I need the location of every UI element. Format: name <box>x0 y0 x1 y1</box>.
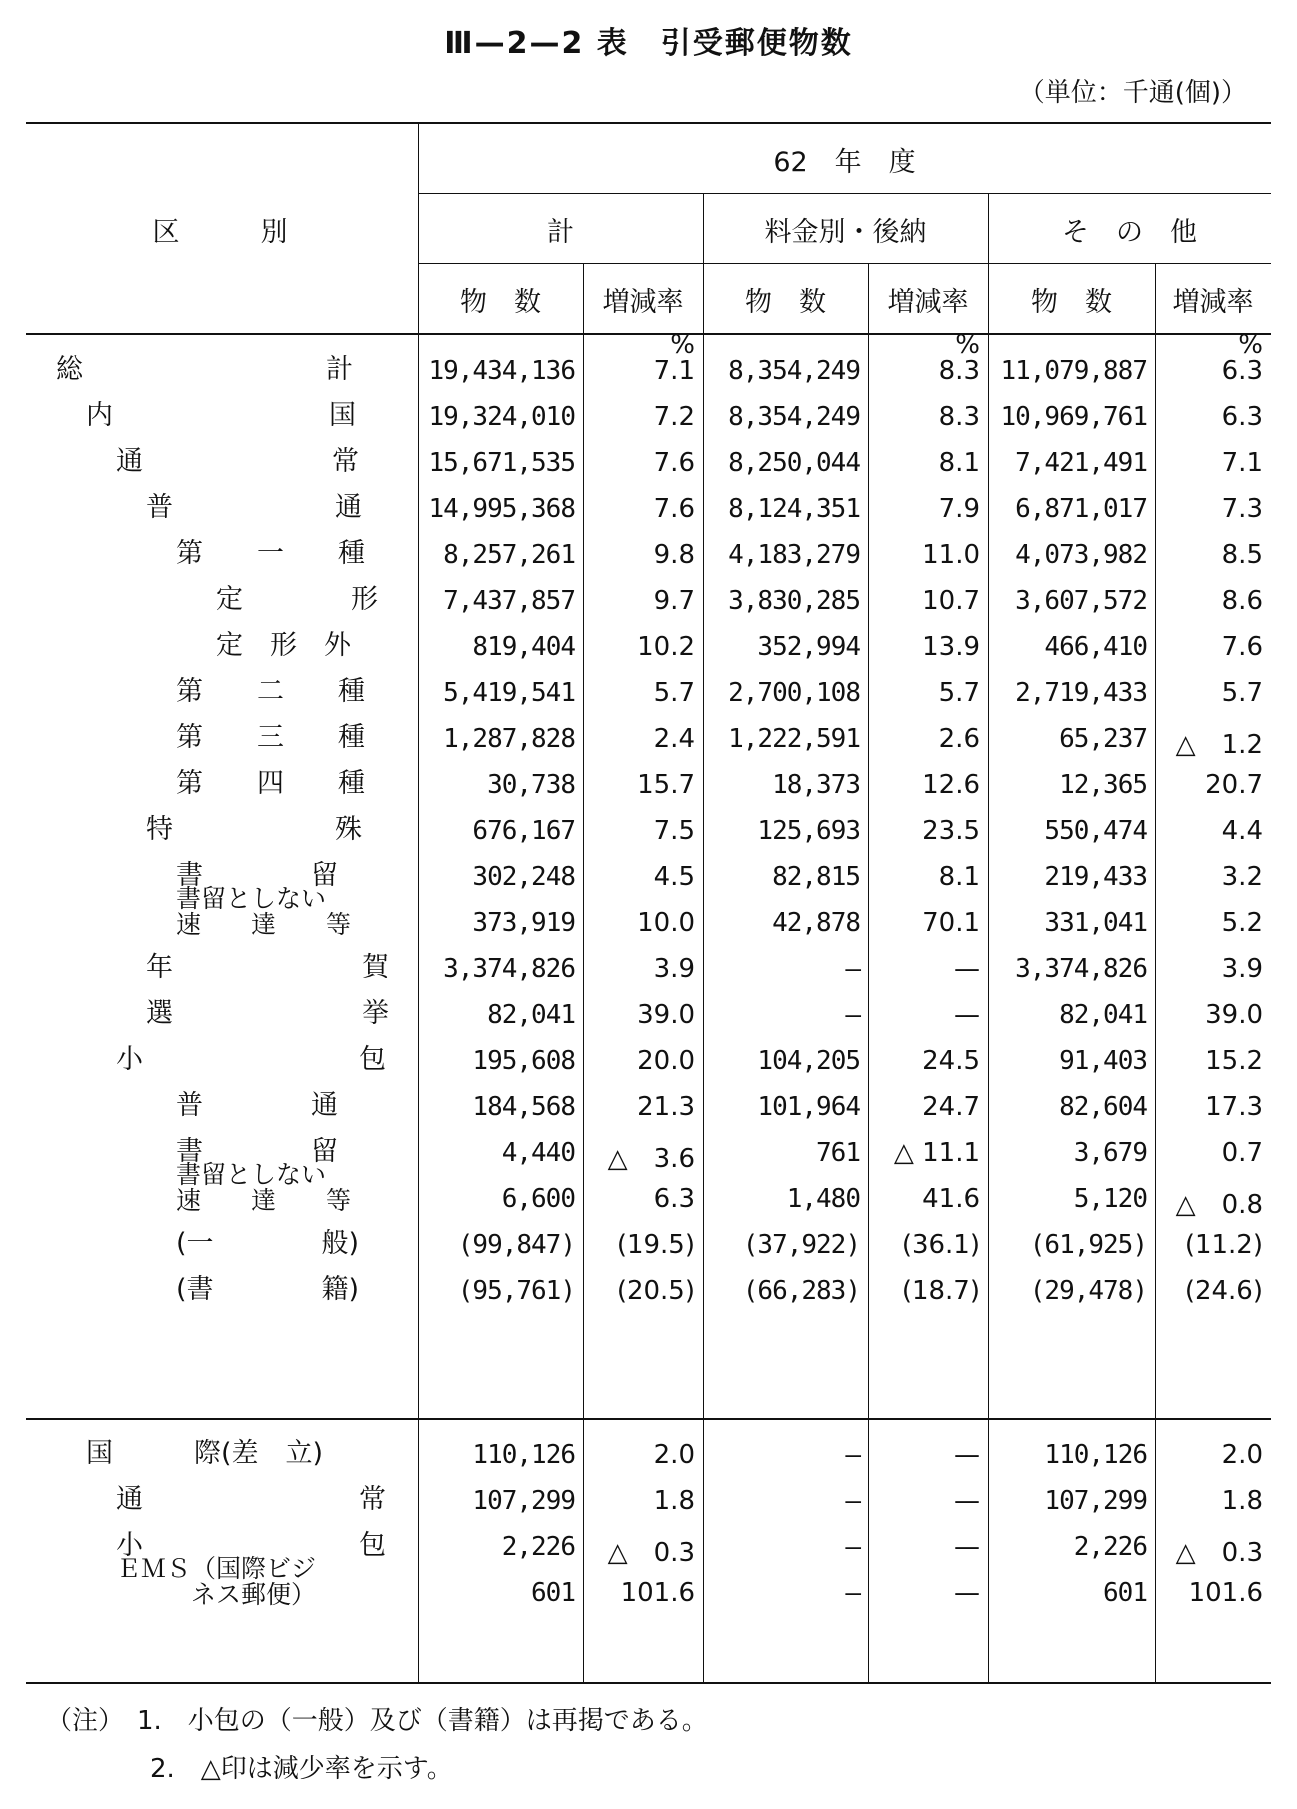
table-cell: 8.3 <box>938 402 980 432</box>
table-cell: 10.0 <box>637 908 695 938</box>
percent-mark-2: % <box>1238 330 1263 360</box>
table-cell: △ 0.3 <box>607 1538 695 1568</box>
table-cell: 4,440 <box>501 1138 575 1168</box>
row-label: 選 挙 <box>146 998 389 1029</box>
table-cell: 91,403 <box>1059 1046 1147 1076</box>
table-cell: △ 3.6 <box>607 1144 695 1174</box>
table-cell: △ 11.1 <box>893 1138 980 1168</box>
table-cell: (20.5) <box>616 1276 695 1306</box>
table-cell: (29,478) <box>1029 1276 1147 1306</box>
table-cell: (18.7) <box>901 1276 980 1306</box>
table-cell: 41.6 <box>922 1184 980 1214</box>
table-cell: 7.1 <box>653 356 695 386</box>
group-header-1: 料金別・後納 <box>764 217 927 248</box>
table-cell: 3.2 <box>1221 862 1263 892</box>
table-cell: 7.6 <box>1221 632 1263 662</box>
table-rule <box>26 1682 1271 1684</box>
table-cell: 24.5 <box>922 1046 980 1076</box>
table-cell: 11,079,887 <box>1000 356 1147 386</box>
row-label: (書 籍) <box>176 1274 360 1305</box>
table-cell: 10.7 <box>922 586 980 616</box>
table-cell: 8.1 <box>938 448 980 478</box>
table-cell: 12.6 <box>922 770 980 800</box>
table-cell: 5.2 <box>1221 908 1263 938</box>
table-cell: — <box>845 1440 860 1470</box>
table-cell: 1.8 <box>1221 1486 1263 1516</box>
row-label: 第 三 種 <box>176 722 365 753</box>
table-cell: 15,671,535 <box>428 448 575 478</box>
table-cell: △ 0.8 <box>1175 1190 1263 1220</box>
row-label: 国 際(差 立) <box>86 1438 324 1469</box>
table-cell: △ 0.3 <box>1175 1538 1263 1568</box>
table-cell: 6,871,017 <box>1015 494 1147 524</box>
table-cell: 101.6 <box>1188 1578 1263 1608</box>
table-cell: — <box>954 954 980 984</box>
table-cell: 8,354,249 <box>728 356 860 386</box>
table-cell: 5.7 <box>938 678 980 708</box>
table-cell: 7.6 <box>653 448 695 478</box>
table-cell: 4,183,279 <box>728 540 860 570</box>
table-cell: △ 1.2 <box>1175 730 1263 760</box>
table-cell: 2.0 <box>653 1440 695 1470</box>
table-cell: 30,738 <box>487 770 575 800</box>
table-cell: 1,222,591 <box>728 724 860 754</box>
row-label: 定 形 <box>216 584 378 615</box>
table-cell: 7,437,857 <box>443 586 575 616</box>
table-cell: 104,205 <box>757 1046 860 1076</box>
group-header-2: そ の 他 <box>1062 217 1197 248</box>
table-cell: 331,041 <box>1044 908 1147 938</box>
table-cell: 8.6 <box>1221 586 1263 616</box>
table-cell: 3,679 <box>1073 1138 1147 1168</box>
table-cell: — <box>954 1578 980 1608</box>
sub-header-1: 増減率 <box>602 287 684 318</box>
table-cell: 39.0 <box>637 1000 695 1030</box>
table-cell: 19,434,136 <box>428 356 575 386</box>
table-cell: 101,964 <box>757 1092 860 1122</box>
table-cell: — <box>845 1486 860 1516</box>
table-cell: 3,607,572 <box>1015 586 1147 616</box>
table-cell: (66,283) <box>742 1276 860 1306</box>
percent-mark-1: % <box>955 330 980 360</box>
table-cell: 110,126 <box>1044 1440 1147 1470</box>
table-cell: 5.7 <box>653 678 695 708</box>
table-cell: 10.2 <box>637 632 695 662</box>
table-cell: 42,878 <box>772 908 860 938</box>
table-cell: 24.7 <box>922 1092 980 1122</box>
table-cell: 819,404 <box>472 632 575 662</box>
row-label: 普 通 <box>176 1090 338 1121</box>
table-cell: 107,299 <box>1044 1486 1147 1516</box>
table-cell: 4.4 <box>1221 816 1263 846</box>
table-cell: 2.4 <box>653 724 695 754</box>
table-cell: 7.2 <box>653 402 695 432</box>
table-cell: 101.6 <box>620 1578 695 1608</box>
table-cell: 5,419,541 <box>443 678 575 708</box>
row-label: 第 二 種 <box>176 676 365 707</box>
table-cell: 15.7 <box>637 770 695 800</box>
table-cell: — <box>954 1440 980 1470</box>
table-cell: 9.8 <box>653 540 695 570</box>
table-cell: 352,994 <box>757 632 860 662</box>
table-cell: 676,167 <box>472 816 575 846</box>
table-cell: 39.0 <box>1205 1000 1263 1030</box>
table-cell: 82,041 <box>1059 1000 1147 1030</box>
sub-header-3: 増減率 <box>887 287 969 318</box>
table-cell: 6.3 <box>1221 356 1263 386</box>
table-cell: 15.2 <box>1205 1046 1263 1076</box>
row-label: 通 常 <box>116 446 359 477</box>
table-cell: 6.3 <box>653 1184 695 1214</box>
table-cell: 7,421,491 <box>1015 448 1147 478</box>
table-cell: 7.9 <box>938 494 980 524</box>
table-cell: 302,248 <box>472 862 575 892</box>
table-cell: 2,700,108 <box>728 678 860 708</box>
table-cell: 9.7 <box>653 586 695 616</box>
table-cell: 8,257,261 <box>443 540 575 570</box>
table-cell: 1,287,828 <box>443 724 575 754</box>
table-cell: 82,815 <box>772 862 860 892</box>
row-label: 第 一 種 <box>176 538 365 569</box>
table-cell: 1.8 <box>653 1486 695 1516</box>
row-label: 定 形 外 <box>216 630 351 661</box>
table-cell: 7.3 <box>1221 494 1263 524</box>
table-cell: 219,433 <box>1044 862 1147 892</box>
table-cell: 6.3 <box>1221 402 1263 432</box>
table-cell: 18,373 <box>772 770 860 800</box>
table-cell: 107,299 <box>472 1486 575 1516</box>
table-cell: 4,073,982 <box>1015 540 1147 570</box>
row-label: 書留としない 速 達 等 <box>176 884 352 940</box>
row-label: 書 留 <box>176 1136 338 1167</box>
table-cell: — <box>954 1486 980 1516</box>
table-cell: 13.9 <box>922 632 980 662</box>
table-cell: — <box>954 1532 980 1562</box>
row-label: 第 四 種 <box>176 768 365 799</box>
table-cell: 8.1 <box>938 862 980 892</box>
table-cell: 2,719,433 <box>1015 678 1147 708</box>
table-cell: — <box>954 1000 980 1030</box>
table-cell: 3,830,285 <box>728 586 860 616</box>
table-cell: 20.0 <box>637 1046 695 1076</box>
table-cell: — <box>845 954 860 984</box>
table-rule <box>26 1418 1271 1420</box>
row-label: 小 包 <box>116 1044 386 1075</box>
table-cell: 550,474 <box>1044 816 1147 846</box>
table-cell: 14,995,368 <box>428 494 575 524</box>
table-cell: 21.3 <box>637 1092 695 1122</box>
table-cell: 4.5 <box>653 862 695 892</box>
table-cell: 110,126 <box>472 1440 575 1470</box>
table-cell: 1,480 <box>786 1184 860 1214</box>
table-cell: 7.5 <box>653 816 695 846</box>
footnote-1: （注） 1. 小包の（一般）及び（書籍）は再掲である。 <box>46 1706 708 1736</box>
table-cell: 184,568 <box>472 1092 575 1122</box>
row-label: 総 計 <box>56 354 353 385</box>
table-cell: 8,354,249 <box>728 402 860 432</box>
row-label: 通 常 <box>116 1484 386 1515</box>
table-cell: 3,374,826 <box>1015 954 1147 984</box>
table-cell: 8,250,044 <box>728 448 860 478</box>
table-cell: 195,608 <box>472 1046 575 1076</box>
table-cell: 12,365 <box>1059 770 1147 800</box>
table-cell: 3.9 <box>1221 954 1263 984</box>
table-cell: 8,124,351 <box>728 494 860 524</box>
table-cell: 466,410 <box>1044 632 1147 662</box>
table-title: Ⅲ—2—2 表 引受郵便物数 <box>444 26 853 61</box>
row-label: 年 賀 <box>146 952 389 983</box>
year-header: 62 年 度 <box>773 147 916 178</box>
table-cell: 19,324,010 <box>428 402 575 432</box>
table-cell: 65,237 <box>1059 724 1147 754</box>
sub-header-0: 物 数 <box>460 287 541 318</box>
row-label: 内 国 <box>86 400 356 431</box>
table-cell: 17.3 <box>1205 1092 1263 1122</box>
percent-mark-0: % <box>670 330 695 360</box>
row-label: 特 殊 <box>146 814 362 845</box>
table-cell: 8.3 <box>938 356 980 386</box>
table-cell: (95,761) <box>457 1276 575 1306</box>
table-cell: 2,226 <box>1073 1532 1147 1562</box>
table-cell: (11.2) <box>1184 1230 1263 1260</box>
table-cell: 8.5 <box>1221 540 1263 570</box>
sub-header-2: 物 数 <box>745 287 826 318</box>
table-rule <box>418 263 1271 264</box>
row-label: 小 包 <box>116 1530 386 1561</box>
table-cell: 761 <box>816 1138 860 1168</box>
table-cell: 3,374,826 <box>443 954 575 984</box>
table-cell: 7.6 <box>653 494 695 524</box>
table-rule <box>418 193 1271 194</box>
table-cell: 373,919 <box>472 908 575 938</box>
row-label: 書留としない 速 達 等 <box>176 1160 352 1216</box>
table-cell: 125,693 <box>757 816 860 846</box>
table-cell: 7.1 <box>1221 448 1263 478</box>
row-label: ＥＭＳ（国際ビジ ネス郵便） <box>116 1554 317 1610</box>
table-cell: 5,120 <box>1073 1184 1147 1214</box>
table-cell: 0.7 <box>1221 1138 1263 1168</box>
unit-label: （単位：千通(個)） <box>1018 78 1247 108</box>
table-cell: 70.1 <box>922 908 980 938</box>
row-label: (一 般) <box>176 1228 360 1259</box>
table-cell: 2.6 <box>938 724 980 754</box>
table-cell: (99,847) <box>457 1230 575 1260</box>
table-cell: 2.0 <box>1221 1440 1263 1470</box>
table-cell: 3.9 <box>653 954 695 984</box>
table-cell: (61,925) <box>1029 1230 1147 1260</box>
table-cell: — <box>845 1532 860 1562</box>
row-label: 書 留 <box>176 860 338 891</box>
table-cell: 20.7 <box>1205 770 1263 800</box>
table-cell: 601 <box>531 1578 575 1608</box>
table-cell: 6,600 <box>501 1184 575 1214</box>
table-cell: 10,969,761 <box>1000 402 1147 432</box>
table-cell: (24.6) <box>1184 1276 1263 1306</box>
table-cell: 11.0 <box>922 540 980 570</box>
table-cell: 2,226 <box>501 1532 575 1562</box>
table-cell: (19.5) <box>616 1230 695 1260</box>
sub-header-4: 物 数 <box>1031 287 1112 318</box>
table-cell: (36.1) <box>901 1230 980 1260</box>
table-cell: — <box>845 1000 860 1030</box>
group-header-0: 計 <box>547 217 574 248</box>
table-cell: (37,922) <box>742 1230 860 1260</box>
row-label: 普 通 <box>146 492 362 523</box>
table-cell: 82,041 <box>487 1000 575 1030</box>
category-header: 区 別 <box>152 217 288 248</box>
sub-header-5: 増減率 <box>1172 287 1254 318</box>
table-rule <box>26 122 1271 124</box>
table-cell: 23.5 <box>922 816 980 846</box>
footnote-2: 2. △印は減少率を示す。 <box>46 1754 453 1784</box>
table-cell: 601 <box>1103 1578 1147 1608</box>
table-cell: 5.7 <box>1221 678 1263 708</box>
table-cell: — <box>845 1578 860 1608</box>
table-cell: 82,604 <box>1059 1092 1147 1122</box>
